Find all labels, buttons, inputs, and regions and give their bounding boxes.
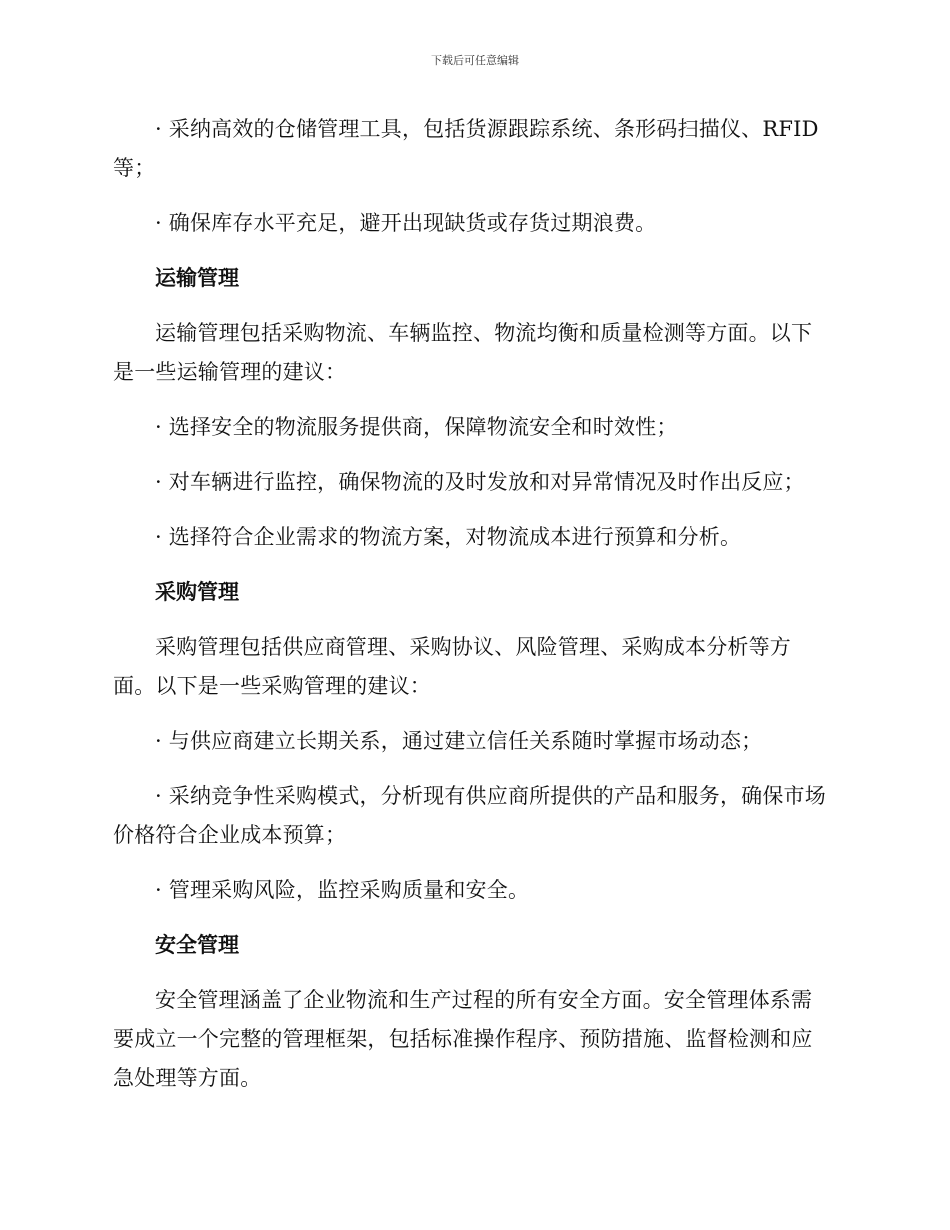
section-heading: 运输管理 bbox=[155, 266, 239, 290]
bullet-paragraph: · 对车辆进行监控，确保物流的及时发放和对异常情况及时作出反应； bbox=[155, 470, 805, 494]
bullet-paragraph: · 选择符合企业需求的物流方案，对物流成本进行预算和分析。 bbox=[155, 525, 742, 549]
bullet-paragraph: · 采纳竞争性采购模式，分析现有供应商所提供的产品和服务，确保市场价格符合企业成本预算； bbox=[113, 784, 826, 847]
section-heading: 采购管理 bbox=[155, 580, 239, 604]
bullet-paragraph: · 选择安全的物流服务提供商，保障物流安全和时效性； bbox=[155, 415, 678, 439]
bullet-paragraph: · 管理采购风险，监控采购质量和安全。 bbox=[155, 878, 530, 902]
body-paragraph: 运输管理包括采购物流、车辆监控、物流均衡和质量检测等方面。以下是一些运输管理的建议： bbox=[113, 321, 813, 384]
section-heading: 安全管理 bbox=[155, 933, 239, 957]
document-body bbox=[113, 110, 829, 1114]
bullet-paragraph: · 与供应商建立长期关系，通过建立信任关系随时掌握市场动态； bbox=[155, 729, 763, 753]
body-paragraph: 安全管理涵盖了企业物流和生产过程的所有安全方面。安全管理体系需要成立一个完整的管理框架，包括标准操作程序、预防措施、监督检测和应急处理等方面。 bbox=[113, 988, 813, 1090]
bullet-paragraph: · 确保库存水平充足，避开出现缺货或存货过期浪费。 bbox=[155, 211, 657, 235]
page-header-note: 下载后可任意编辑 bbox=[431, 54, 519, 67]
bullet-paragraph: · 采纳高效的仓储管理工具，包括货源跟踪系统、条形码扫描仪、RFID等； bbox=[113, 117, 819, 180]
body-paragraph: 采购管理包括供应商管理、采购协议、风险管理、采购成本分析等方面。以下是一些采购管理的建议： bbox=[113, 635, 791, 698]
